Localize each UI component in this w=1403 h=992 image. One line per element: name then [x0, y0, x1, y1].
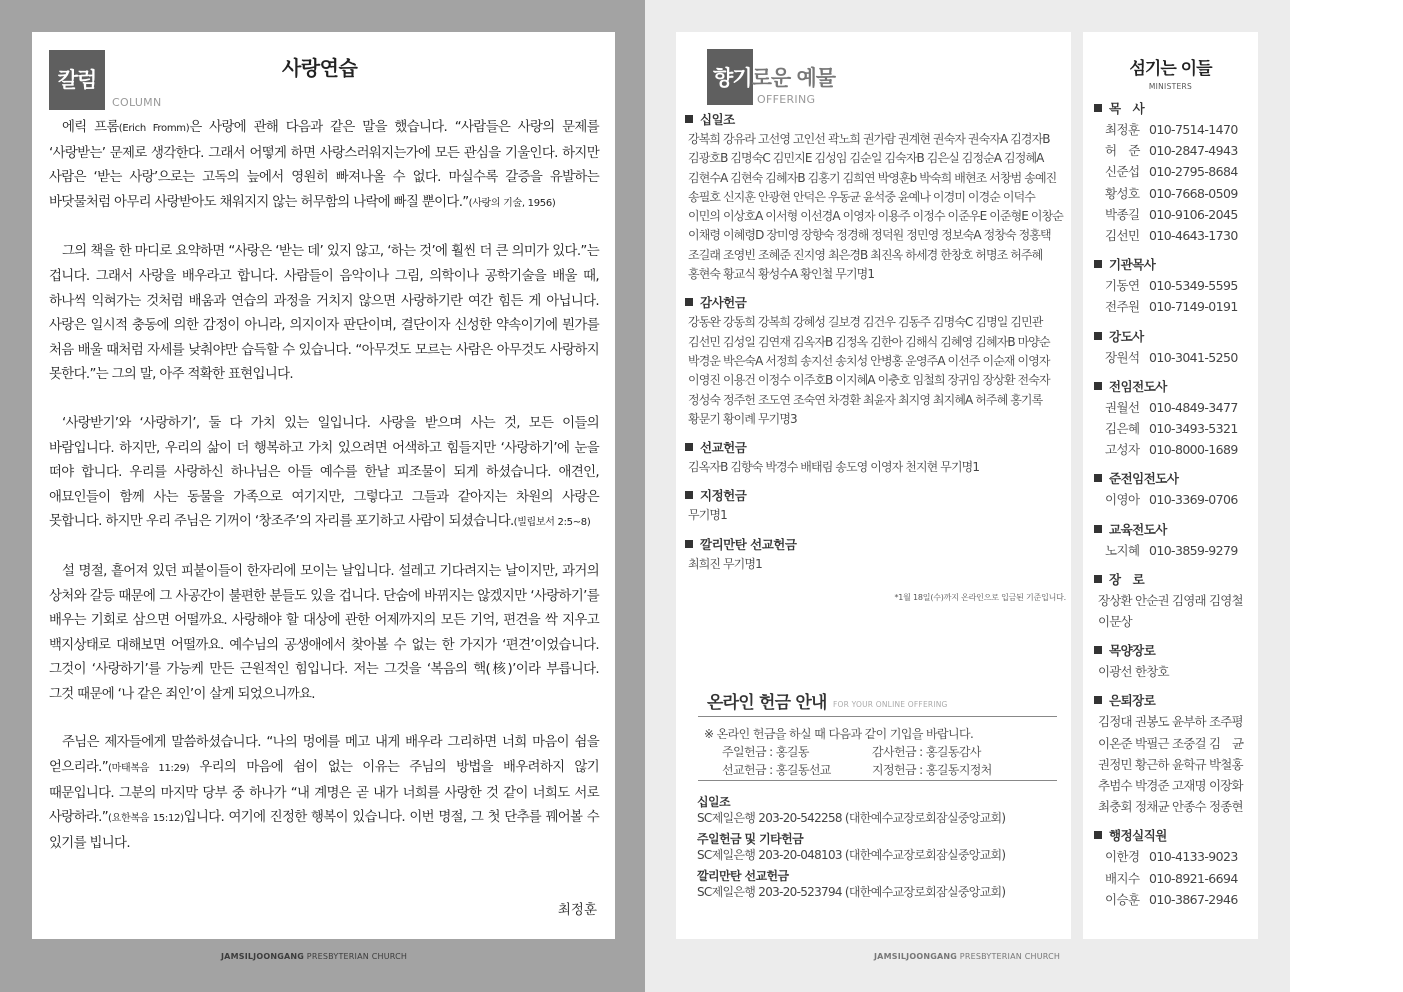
offering-sections [685, 110, 1067, 583]
online-offering-title: 온라인 헌금 안내 [707, 693, 827, 713]
minister-row [1094, 119, 1254, 140]
column-paragraph-5 [49, 731, 599, 856]
section-names: 최희진 무기명1 [688, 556, 762, 571]
offering-title [713, 62, 835, 92]
offering-section-tithe [685, 110, 1067, 284]
minister-row [1094, 418, 1254, 439]
minister-phone: 010-3867-2946 [1149, 891, 1238, 907]
ministers-title: 섬기는 이들 [1129, 59, 1212, 79]
minister-group [1094, 468, 1254, 510]
section-heading: 선교헌금 [685, 438, 1067, 458]
account-info: SC제일은행 203-20-048103 (대한예수교장로회잠실중앙교회) [697, 848, 1006, 862]
column-paragraph-3 [49, 412, 599, 536]
minister-name: 전주원 [1105, 299, 1140, 315]
divider [698, 780, 1057, 781]
minister-row [1094, 204, 1254, 225]
column-paragraph-1 [49, 116, 599, 216]
minister-row [1094, 140, 1254, 161]
offering-note: *1월 18일(수)까지 온라인으로 입금된 기준입니다. [894, 593, 1066, 602]
minister-row [1094, 889, 1254, 910]
minister-phone: 010-2795-8684 [1149, 164, 1238, 180]
minister-group-heading: 전임전도사 [1094, 376, 1254, 397]
minister-name: 권월선 [1105, 399, 1140, 415]
column-body [49, 116, 599, 880]
minister-name: 김선민 [1105, 228, 1140, 244]
minister-phone: 010-3493-5321 [1149, 421, 1238, 437]
minister-phone: 010-4849-3477 [1149, 399, 1238, 415]
offering-section-mission [685, 438, 1067, 477]
minister-phone: 010-3369-0706 [1149, 492, 1238, 508]
minister-name: 최정훈 [1105, 122, 1140, 137]
example: 감사헌금 : 홍길동감사 [872, 745, 981, 759]
offering-card [676, 32, 1071, 939]
minister-phone: 010-3041-5250 [1149, 349, 1238, 365]
minister-name: 신준섭 [1105, 164, 1140, 180]
minister-row [1094, 161, 1254, 182]
footer-brand: JAMSILJOONGANG [874, 952, 958, 961]
minister-phone: 010-4133-9023 [1149, 849, 1238, 865]
minister-group [1094, 569, 1254, 632]
minister-row [1094, 296, 1254, 317]
account-name: 주일헌금 및 기타헌금 [697, 832, 804, 846]
example-row [722, 761, 1022, 779]
text-small: (Erich Fromm) [118, 123, 190, 134]
online-guide: ※ 온라인 헌금을 하실 때 다음과 같이 기입을 바랍니다. [704, 727, 974, 741]
minister-phone: 010-8000-1689 [1149, 442, 1238, 458]
minister-phone: 010-7149-0191 [1149, 299, 1238, 315]
citation: (사랑의 기술, 1956) [468, 197, 556, 209]
minister-name: 이승훈 [1105, 891, 1140, 907]
minister-name: 고성자 [1105, 442, 1140, 458]
minister-phone: 010-7514-1470 [1149, 122, 1238, 137]
minister-name: 박종길 [1105, 206, 1140, 222]
elder-names: 이광선 한창호 [1098, 664, 1169, 680]
offering-title-rest: 로운 예물 [751, 66, 836, 90]
minister-group [1094, 825, 1254, 910]
minister-row [1094, 439, 1254, 460]
footer-rest: PRESBYTERIAN CHURCH [304, 952, 408, 961]
minister-name: 노지혜 [1105, 542, 1140, 558]
column-title: 사랑연습 [282, 56, 358, 80]
minister-name: 기동연 [1105, 278, 1140, 294]
minister-group-heading: 은퇴장로 [1094, 690, 1254, 711]
elder-names: 장상환 안순권 김영래 김영철 이문상 [1098, 592, 1243, 630]
account-info: SC제일은행 203-20-542258 (대한예수교장로회잠실중앙교회) [697, 811, 1006, 825]
column-author: 최정훈 [557, 902, 597, 918]
example: 지정헌금 : 홍길동지정처 [872, 763, 992, 777]
minister-row [1094, 846, 1254, 867]
minister-name: 장원석 [1105, 349, 1140, 365]
text: 에릭 프롬 [62, 120, 119, 135]
online-offering-subtitle: FOR YOUR ONLINE OFFERING [833, 700, 948, 709]
section-heading: 십일조 [685, 110, 1067, 130]
minister-phone: 010-3859-9279 [1149, 542, 1238, 558]
minister-group [1094, 690, 1254, 817]
example: 선교헌금 : 홍길동선교 [722, 763, 831, 777]
text: 입니다. 여기에 진정한 행복이 있습니다. 이번 명절, 그 첫 단추를 꿰어볼 수 있기를 빕니다. [49, 810, 600, 851]
minister-row [1094, 868, 1254, 889]
minister-group-heading: 목양장로 [1094, 640, 1254, 661]
minister-group-heading: 행정실직원 [1094, 825, 1254, 846]
account-item [697, 794, 1057, 827]
bank-accounts [697, 794, 1057, 905]
minister-group-heading: 교육전도사 [1094, 519, 1254, 540]
minister-name: 배지수 [1105, 870, 1140, 886]
minister-row [1094, 347, 1254, 368]
minister-group [1094, 376, 1254, 461]
ministers-list [1094, 98, 1254, 918]
offering-subtitle: OFFERING [757, 93, 816, 106]
minister-group [1094, 326, 1254, 368]
footer-left [221, 952, 407, 961]
account-name: 깔리만탄 선교헌금 [697, 869, 789, 883]
section-names: 강동완 강동희 강복희 강혜성 길보경 김건우 김동주 김명숙C 김명일 김민관 김선민 김성일 김연재 김옥자B 김정옥 김한아 김해식 김혜영 김혜자B 마양순 박경운 박은숙A 서정희 송지선 송치성 안병홍 운영주A 이선주 이순재 이영자 이영진 이용건 이정수 이주호B 이지혜A 이충호 임철희 장귀임 장상환 전숙자 정성숙 정주헌 조도연 조숙연 차경환 최윤자 최지영 최지혜A 허주혜 홍기록 황문기 황이례 무기명3 [688, 315, 1050, 426]
minister-name: 김은혜 [1105, 421, 1140, 437]
minister-row [1094, 275, 1254, 296]
elder-names: 김정대 권봉도 윤부하 조주평 이온준 박필근 조중걸 김 균 권정민 황근하 윤학규 박철홍 추범수 박경준 고재명 이장화 최충회 정채균 안종수 정종현 [1098, 714, 1244, 815]
minister-group-heading: 강도사 [1094, 326, 1254, 347]
footer-right [874, 952, 1060, 961]
minister-group [1094, 98, 1254, 246]
minister-phone: 010-5349-5595 [1149, 278, 1238, 294]
text: 은 사랑에 관해 다음과 같은 말을 했습니다. “사람들은 사랑의 문제를 ‘사랑받는’ 문제로 생각한다. 그래서 어떻게 하면 사랑스러워지는가에 모든 관심을 기울인다. 하지만 사람은 ‘받는 사랑’으로는 고독의 늪에서 영원히 빠져나올 수 없다. 마실수록 갈증을 유발하는 바닷물처럼 아무리 사랑받아도 채워지지 않는 허무함의 나락에 빠질 뿐이다.” [49, 120, 599, 210]
minister-row [1094, 540, 1254, 561]
column-tag: 칼럼 [49, 50, 105, 110]
minister-group-heading: 장 로 [1094, 569, 1254, 590]
column-tag-subtitle: COLUMN [112, 96, 162, 109]
minister-phone: 010-4643-1730 [1149, 228, 1238, 244]
account-item [697, 831, 1057, 864]
divider [698, 716, 1057, 717]
minister-phone: 010-2847-4943 [1149, 143, 1238, 159]
ministers-subtitle: MINISTERS [1148, 82, 1193, 91]
section-heading: 깔리만탄 선교헌금 [685, 535, 1067, 555]
section-names: 강복희 강유라 고선영 고인선 곽노희 권가람 권계현 권숙자 권숙자A 김경자B 김광호B 김명숙C 김민지E 김성임 김순일 김숙자B 김은실 김정순A 김정혜A 김현수A 김현숙 김혜자B 김홍기 김희연 박영훈b 박숙희 배현조 서창범 송예진 송필호 신지훈 안광현 안덕은 우동균 윤석중 윤예나 이경미 이경순 이덕수 이민의 이상호A 이서형 이선경A 이영자 이용주 이정수 이준우E 이준형E 이창순 이채령 이혜령D 장미영 장향숙 정경해 정덕원 정민영 정보숙A 정창숙 정홍택 조길래 조영빈 조혜준 진지영 최은경B 최진옥 하세경 한창호 허명조 허주혜 홍현숙 황교식 황성수A 황인철 무기명1 [688, 132, 1063, 282]
offering-section-kalimantan [685, 535, 1067, 574]
offering-section-designated [685, 486, 1067, 525]
online-examples [722, 743, 1022, 779]
minister-group [1094, 254, 1254, 317]
minister-phone: 010-9106-2045 [1149, 206, 1238, 222]
minister-group [1094, 519, 1254, 561]
section-heading: 감사헌금 [685, 293, 1067, 313]
text: 우리의 마음에 쉼이 없는 이유는 주님의 방법을 배우려하지 않기 때문입니다. 그분의 마지막 당부 중 하나가 “내 계명은 곧 내가 너희를 사랑한 것 같이 너희도 서로 사랑하라.” [49, 760, 599, 826]
minister-name: 이한경 [1105, 849, 1140, 865]
minister-row [1094, 183, 1254, 204]
account-info: SC제일은행 203-20-523794 (대한예수교장로회잠실중앙교회) [697, 885, 1006, 899]
minister-phone: 010-8921-6694 [1149, 870, 1238, 886]
minister-group-heading: 목 사 [1094, 98, 1254, 119]
example-row [722, 743, 1022, 761]
column-card [32, 32, 615, 939]
minister-row [1094, 489, 1254, 510]
section-names: 김옥자B 김향숙 박경수 배태림 송도영 이영자 천지현 무기명1 [688, 460, 980, 475]
minister-phone: 010-7668-0509 [1149, 185, 1238, 201]
minister-name: 황성호 [1105, 185, 1140, 201]
minister-name: 이영아 [1105, 492, 1140, 508]
account-item [697, 868, 1057, 901]
footer-rest: PRESBYTERIAN CHURCH [957, 952, 1061, 961]
minister-group-heading: 준전임전도사 [1094, 468, 1254, 489]
text: ‘사랑받기’와 ‘사랑하기’, 둘 다 가치 있는 일입니다. 사랑을 받으며 사는 것, 모든 이들의 바람입니다. 하지만, 우리의 삶이 더 행복하고 가치 있으려면 어색하고 힘들지만 ‘사랑하기’에 눈을 떠야 합니다. 우리를 사랑하신 하나님은 아들 예수를 한낱 피조물이 되게 하셨습니다. 애견인, 애묘인들이 함께 사는 동물을 가족으로 여기지만, 그렇다고 그들과 같아지는 차원의 사랑은 못합니다. 하지만 우리 주님은 기꺼이 ‘창조주’의 자리를 포기하고 사람이 되셨습니다. [49, 415, 599, 530]
citation: (마태복음 11:29) [108, 763, 190, 775]
section-names: 무기명1 [688, 508, 727, 523]
minister-row [1094, 225, 1254, 246]
minister-group-heading: 기관목사 [1094, 254, 1254, 275]
example: 주일헌금 : 홍길동 [722, 745, 809, 759]
offering-title-dark: 향기 [713, 66, 752, 90]
account-name: 십일조 [697, 795, 730, 809]
column-paragraph-2: 그의 책을 한 마디로 요약하면 “사랑은 ‘받는 데’ 있지 않고, ‘하는 것’에 훨씬 더 큰 의미가 있다.”는 겁니다. 그래서 사랑을 배우라고 합니다. 사람들이 음악이나 그림, 의학이나 공학기술을 배울 때, 하나씩 익혀가는 것처럼 배움과 연습의 과정을 거치지 않으면 사랑하기란 여간 힘든 게 아닙니다. 사랑은 일시적 충동에 의한 감정이 아니라, 의지이자 판단이며, 결단이자 신성한 약속이기에 뭔가를 처음 배울 때처럼 자세를 낮춰야만 습득할 수 있습니다. “아무것도 모르는 사람은 아무것도 사랑하지 못한다.”는 그의 말, 아주 적확한 표현입니다. [49, 244, 599, 383]
column-paragraph-4: 설 명절, 흩어져 있던 피붙이들이 한자리에 모이는 날입니다. 설레고 기다려지는 날이지만, 과거의 상처와 갈등 때문에 그 사공간이 불편한 분들도 있을 겁니다. 단숨에 바뀌지는 않겠지만 ‘사랑하기’를 배우는 기회로 삼으면 어떨까요. 사랑해야 할 대상에 관한 어제까지의 모든 기억, 편견을 싹 지우고 백지상태로 대해보면 어떨까요. 예수님의 공생애에서 찾아볼 수 없는 한 가지가 ‘편견’이었습니다. 그것이 ‘사랑하기’를 가능케 만든 근원적인 힘입니다. 저는 그것을 ‘복음의 핵(核)’이라 부릅니다. 그것 때문에 ‘나 같은 죄인’이 살게 되었으니까요. [49, 563, 599, 702]
text: 주님은 제자들에게 말씀하셨습니다. “나의 멍에를 메고 내게 배우라 그리하면 너희 마음이 쉼을 얻으리라.” [49, 735, 599, 776]
offering-section-thanks [685, 293, 1067, 429]
minister-group [1094, 640, 1254, 682]
ministers-card [1083, 32, 1258, 939]
citation: (빌립보서 2:5~8) [513, 517, 591, 529]
minister-name: 허 준 [1105, 143, 1140, 159]
section-heading: 지정헌금 [685, 486, 1067, 506]
citation: (요한복음 15:12) [108, 813, 184, 825]
minister-row [1094, 397, 1254, 418]
footer-brand: JAMSILJOONGANG [221, 952, 305, 961]
margin-area [1290, 0, 1403, 992]
